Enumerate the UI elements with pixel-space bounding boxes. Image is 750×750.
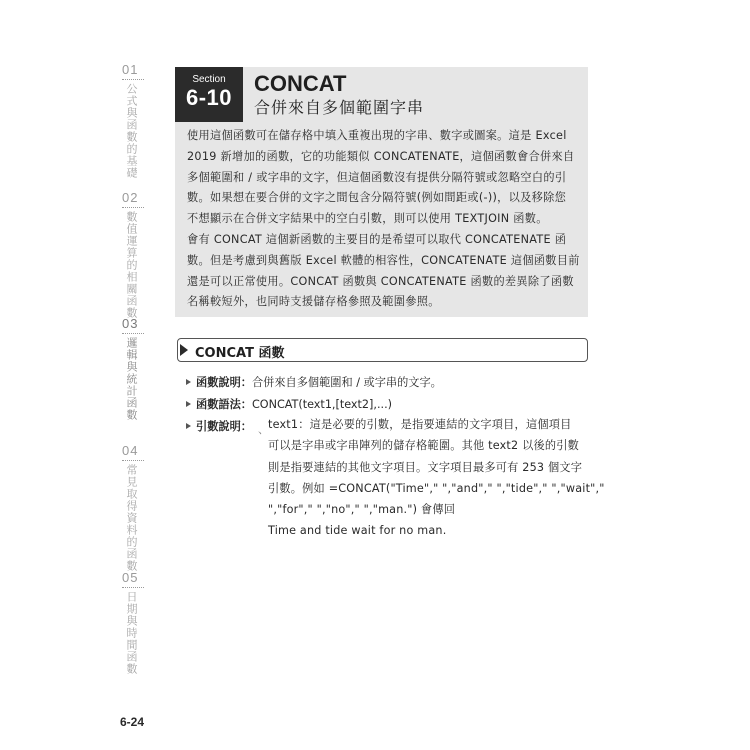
chapter-number: 05 xyxy=(122,570,139,585)
chapter-divider xyxy=(122,207,144,208)
function-heading: CONCAT 函數 xyxy=(195,346,285,361)
function-heading-box xyxy=(177,338,588,362)
chapter-index-03 xyxy=(122,316,144,421)
chapter-number: 01 xyxy=(122,62,139,77)
chapter-title: 日期與時間函數 xyxy=(125,591,138,675)
section-number: 6-10 xyxy=(185,85,233,110)
section-subtitle: 合併來自多個範圍字串 xyxy=(254,98,425,117)
chapter-title: 邏輯與統計函數 xyxy=(125,337,138,421)
chapter-title: 數值運算的相關函數 xyxy=(125,211,138,319)
function-args-row xyxy=(186,418,252,434)
intro-line: 不想顯示在合併文字結果中的空白引數，則可以使用 TEXTJOIN 函數。 xyxy=(187,212,548,226)
intro-box xyxy=(175,122,588,317)
page-number: 6-24 xyxy=(120,715,145,729)
args-bullet: 、 xyxy=(258,423,269,436)
syntax-label: 函數語法： xyxy=(196,398,252,411)
chapter-number: 02 xyxy=(122,190,139,205)
intro-line: 使用這個函數可在儲存格中填入重複出現的字串、數字或圖案。這是 Excel xyxy=(187,129,567,142)
chapter-divider xyxy=(122,460,144,461)
bullet-triangle-icon xyxy=(186,423,191,429)
intro-line: 名稱較短外，也同時支援儲存格參照及範圍參照。 xyxy=(187,295,440,309)
args-line: text1：這是必要的引數，是指要連結的文字項目，這個項目 xyxy=(268,418,572,431)
chapter-title: 常見取得資料的函數 xyxy=(125,464,138,572)
chapter-divider xyxy=(122,333,144,334)
args-line: 引數。例如 =CONCAT("Time"," ","and"," ","tide"," ","wait"," xyxy=(268,481,605,495)
function-description-row xyxy=(186,374,442,390)
intro-line: 多個範圍和 / 或字串的文字，但這個函數沒有提供分隔符號或忽略空白的引 xyxy=(187,170,567,184)
chapter-index-04 xyxy=(122,443,144,572)
chapter-index-05 xyxy=(122,570,144,675)
intro-line: 數。如果想在要合併的文字之間包含分隔符號(例如間距或(-))，以及移除您 xyxy=(187,191,567,205)
args-line: 則是指要連結的其他文字項目。文字項目最多可有 253 個文字 xyxy=(268,460,583,474)
chapter-index-02 xyxy=(122,190,144,319)
args-description xyxy=(268,414,605,542)
chapter-number: 03 xyxy=(122,316,139,331)
section-title: CONCAT xyxy=(254,71,347,96)
chapter-number: 04 xyxy=(122,443,139,458)
args-line: 可以是字串或字串陣列的儲存格範圍。其他 text2 以後的引數 xyxy=(268,439,580,453)
intro-line: 數。但是考慮到與舊版 Excel 軟體的相容性，CONCATENATE 這個函數目前 xyxy=(187,253,580,267)
args-line: ","for"," ","no"," ","man.") 會傳回 xyxy=(268,503,456,517)
syntax-text: CONCAT(text1,[text2],...) xyxy=(251,398,393,411)
function-syntax-row xyxy=(186,396,392,412)
description-text: 合併來自多個範圍和 / 或字串的文字。 xyxy=(251,376,442,389)
section-title-bar xyxy=(243,67,588,122)
section-label: Section xyxy=(192,74,226,85)
chapter-index-01 xyxy=(122,62,144,179)
bullet-triangle-icon xyxy=(186,401,191,407)
section-badge xyxy=(175,67,243,122)
bullet-triangle-icon xyxy=(186,379,191,385)
intro-line: 2019 新增加的函數，它的功能類似 CONCATENATE，這個函數會合併來自 xyxy=(187,149,575,163)
arrow-right-icon xyxy=(180,344,188,356)
chapter-title: 公式與函數的基礎 xyxy=(125,83,138,179)
chapter-divider xyxy=(122,79,144,80)
chapter-divider xyxy=(122,587,144,588)
intro-line: 還是可以正常使用。CONCAT 函數與 CONCATENATE 函數的差異除了函數 xyxy=(187,274,574,288)
intro-line: 會有 CONCAT 這個新函數的主要目的是希望可以取代 CONCATENATE 函 xyxy=(187,232,567,246)
args-line: Time and tide wait for no man. xyxy=(268,524,447,538)
args-label: 引數說明： xyxy=(196,420,252,433)
description-label: 函數說明： xyxy=(196,376,252,389)
